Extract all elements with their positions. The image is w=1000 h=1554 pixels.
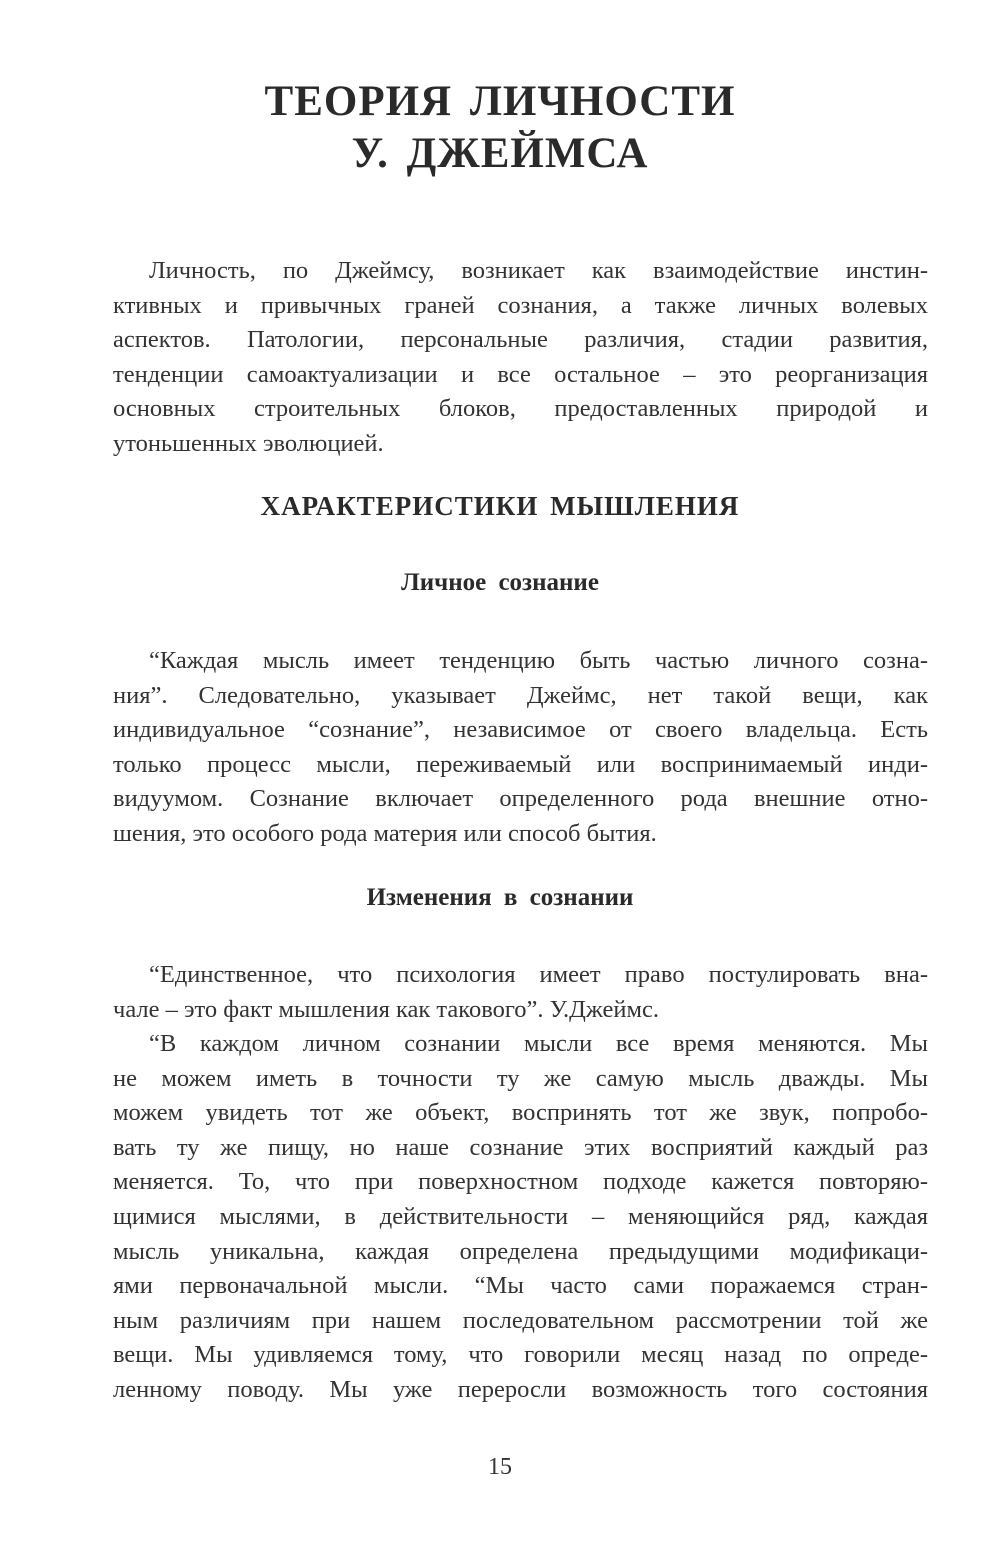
text-line: можем увидеть тот же объект, воспринять тот же звук, попробо- bbox=[113, 1099, 928, 1127]
text-line: ями первоначальной мысли. “Мы часто сами поражаемся стран- bbox=[113, 1272, 928, 1300]
changes-paragraph-1 bbox=[113, 958, 928, 1027]
title-line-2: У. ДЖЕЙМСА bbox=[351, 130, 649, 177]
text-line: только процесс мысли, переживаемый или воспринимаемый инди- bbox=[113, 750, 928, 778]
text-line: чале – это факт мышления как такового”. У.Джеймс. bbox=[113, 995, 659, 1023]
text-line: меняется. То, что при поверхностном подходе кажется повторяю- bbox=[113, 1168, 928, 1196]
text-line: утоньшенных эволюцией. bbox=[113, 429, 384, 457]
text-line: шения, это особого рода материя или способ бытия. bbox=[113, 819, 657, 847]
text-line: ния”. Следовательно, указывает Джеймс, нет такой вещи, как bbox=[113, 681, 928, 709]
subheading-changes-in-consciousness: Изменения в сознании bbox=[366, 884, 634, 911]
text-line: видуумом. Сознание включает определенного рода внешние отно- bbox=[113, 785, 928, 813]
page-title bbox=[0, 76, 1000, 180]
text-line: мысль уникальна, каждая определена предыдущими модификаци- bbox=[113, 1237, 928, 1265]
text-line: не можем иметь в точности ту же самую мысль дважды. Мы bbox=[113, 1064, 928, 1092]
text-line: Личность, по Джеймсу, возникает как взаимодействие инстин- bbox=[149, 257, 928, 284]
text-line: тенденции самоактуализации и все остальное – это реорганизация bbox=[113, 360, 928, 388]
text-line: вещи. Мы удивляемся тому, что говорили месяц назад по опреде- bbox=[113, 1341, 928, 1369]
title-line-1: ТЕОРИЯ ЛИЧНОСТИ bbox=[264, 78, 736, 125]
intro-paragraph bbox=[113, 254, 928, 462]
page-number: 15 bbox=[488, 1454, 512, 1480]
text-line: ным различиям при нашем последовательном рассмотрении той же bbox=[113, 1306, 928, 1334]
subheading-personal-consciousness: Личное сознание bbox=[401, 569, 599, 596]
text-line: основных строительных блоков, предоставленных природой и bbox=[113, 395, 928, 423]
text-line: “Каждая мысль имеет тенденцию быть частью личного созна- bbox=[149, 647, 928, 674]
personal-consciousness-paragraph bbox=[113, 644, 928, 852]
text-line: индивидуальное “сознание”, независимое от своего владельца. Есть bbox=[113, 716, 928, 744]
text-line: ленному поводу. Мы уже переросли возможность того состояния bbox=[113, 1375, 928, 1403]
text-line: “Единственное, что психология имеет право постулировать вна- bbox=[149, 961, 928, 988]
section-heading: ХАРАКТЕРИСТИКИ МЫШЛЕНИЯ bbox=[260, 491, 740, 521]
text-line: аспектов. Патологии, персональные различия, стадии развития, bbox=[113, 326, 928, 354]
text-line: “В каждом личном сознании мысли все время меняются. Мы bbox=[149, 1030, 928, 1057]
changes-paragraph-2 bbox=[113, 1027, 928, 1408]
text-line: щимися мыслями, в действительности – меняющийся ряд, каждая bbox=[113, 1202, 928, 1230]
text-line: вать ту же пищу, но наше сознание этих восприятий каждый раз bbox=[113, 1133, 928, 1161]
text-line: ктивных и привычных граней сознания, а также личных волевых bbox=[113, 291, 928, 319]
